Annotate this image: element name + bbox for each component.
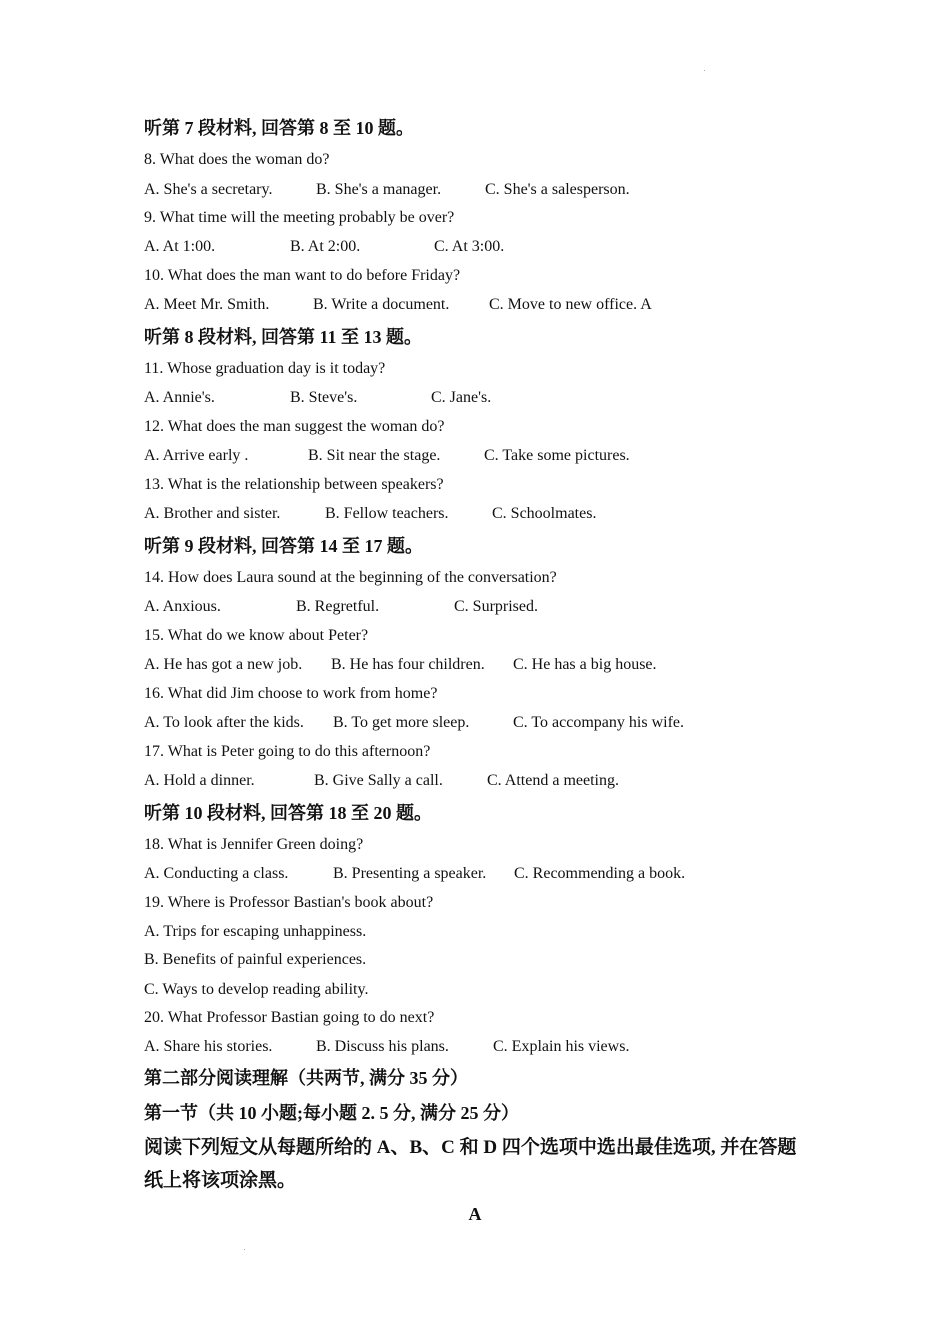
- q12-option-b: B. Sit near the stage.: [308, 447, 441, 464]
- q14-option-c: C. Surprised.: [454, 598, 538, 615]
- q19-option-c: C. Ways to develop reading ability.: [144, 981, 369, 998]
- question-16: 16. What did Jim choose to work from home?: [144, 685, 438, 702]
- q18-option-b: B. Presenting a speaker.: [333, 865, 487, 882]
- question-8: 8. What does the woman do?: [144, 151, 330, 168]
- question-12: 12. What does the man suggest the woman do?: [144, 418, 445, 435]
- part2-section1: 第一节（共 10 小题;每小题 2. 5 分, 满分 25 分）: [144, 1103, 519, 1123]
- question-18: 18. What is Jennifer Green doing?: [144, 836, 364, 853]
- q17-option-c: C. Attend a meeting.: [487, 772, 619, 789]
- part2-title: 第二部分阅读理解（共两节, 满分 35 分）: [144, 1068, 468, 1088]
- q9-option-a: A. At 1:00.: [144, 238, 216, 255]
- q9-option-c: C. At 3:00.: [434, 238, 505, 255]
- q11-option-c: C. Jane's.: [431, 389, 492, 406]
- q19-option-a: A. Trips for escaping unhappiness.: [144, 923, 367, 940]
- q16-option-a: A. To look after the kids.: [144, 714, 304, 731]
- q16-option-c: C. To accompany his wife.: [513, 714, 684, 731]
- part2-instruction-line1: 阅读下列短文从每题所给的 A、B、C 和 D 四个选项中选出最佳选项, 并在答题: [144, 1137, 797, 1158]
- q11-option-b: B. Steve's.: [290, 389, 358, 406]
- passage-label: A: [468, 1204, 482, 1224]
- q15-option-a: A. He has got a new job.: [144, 656, 303, 673]
- q20-option-c: C. Explain his views.: [493, 1038, 630, 1055]
- q14-option-a: A. Anxious.: [144, 598, 221, 615]
- q10-option-b: B. Write a document.: [313, 296, 450, 313]
- section-heading-7: 听第 7 段材料, 回答第 8 至 10 题。: [144, 118, 414, 138]
- question-15: 15. What do we know about Peter?: [144, 627, 369, 644]
- q13-option-a: A. Brother and sister.: [144, 505, 281, 522]
- q15-option-c: C. He has a big house.: [513, 656, 657, 673]
- section-heading-9: 听第 9 段材料, 回答第 14 至 17 题。: [144, 536, 423, 556]
- section-heading-8: 听第 8 段材料, 回答第 11 至 13 题。: [144, 327, 423, 347]
- question-19: 19. Where is Professor Bastian's book about?: [144, 894, 434, 911]
- q19-option-b: B. Benefits of painful experiences.: [144, 951, 367, 968]
- q18-option-c: C. Recommending a book.: [514, 865, 686, 882]
- q17-option-a: A. Hold a dinner.: [144, 772, 255, 789]
- q14-option-b: B. Regretful.: [296, 598, 380, 615]
- q13-option-c: C. Schoolmates.: [492, 505, 597, 522]
- q8-option-b: B. She's a manager.: [316, 181, 442, 198]
- q17-option-b: B. Give Sally a call.: [314, 772, 443, 789]
- question-14: 14. How does Laura sound at the beginning of the conversation?: [144, 569, 557, 586]
- q20-option-a: A. Share his stories.: [144, 1038, 273, 1055]
- scan-speck: [244, 1249, 245, 1250]
- part2-instruction-line2: 纸上将该项涂黑。: [144, 1170, 297, 1191]
- q8-option-a: A. She's a secretary.: [144, 181, 273, 198]
- q11-option-a: A. Annie's.: [144, 389, 215, 406]
- q8-option-c: C. She's a salesperson.: [485, 181, 630, 198]
- q13-option-b: B. Fellow teachers.: [325, 505, 449, 522]
- q9-option-b: B. At 2:00.: [290, 238, 361, 255]
- scan-speck: [704, 70, 705, 71]
- question-9: 9. What time will the meeting probably be over?: [144, 209, 455, 226]
- question-11: 11. Whose graduation day is it today?: [144, 360, 386, 377]
- q10-option-c: C. Move to new office. A: [489, 296, 652, 313]
- q20-option-b: B. Discuss his plans.: [316, 1038, 449, 1055]
- q18-option-a: A. Conducting a class.: [144, 865, 289, 882]
- q12-option-c: C. Take some pictures.: [484, 447, 630, 464]
- section-heading-10: 听第 10 段材料, 回答第 18 至 20 题。: [144, 803, 432, 823]
- q12-option-a: A. Arrive early .: [144, 447, 249, 464]
- question-20: 20. What Professor Bastian going to do next?: [144, 1009, 435, 1026]
- q15-option-b: B. He has four children.: [331, 656, 485, 673]
- question-17: 17. What is Peter going to do this afternoon?: [144, 743, 431, 760]
- question-10: 10. What does the man want to do before Friday?: [144, 267, 461, 284]
- q16-option-b: B. To get more sleep.: [333, 714, 470, 731]
- q10-option-a: A. Meet Mr. Smith.: [144, 296, 270, 313]
- question-13: 13. What is the relationship between speakers?: [144, 476, 444, 493]
